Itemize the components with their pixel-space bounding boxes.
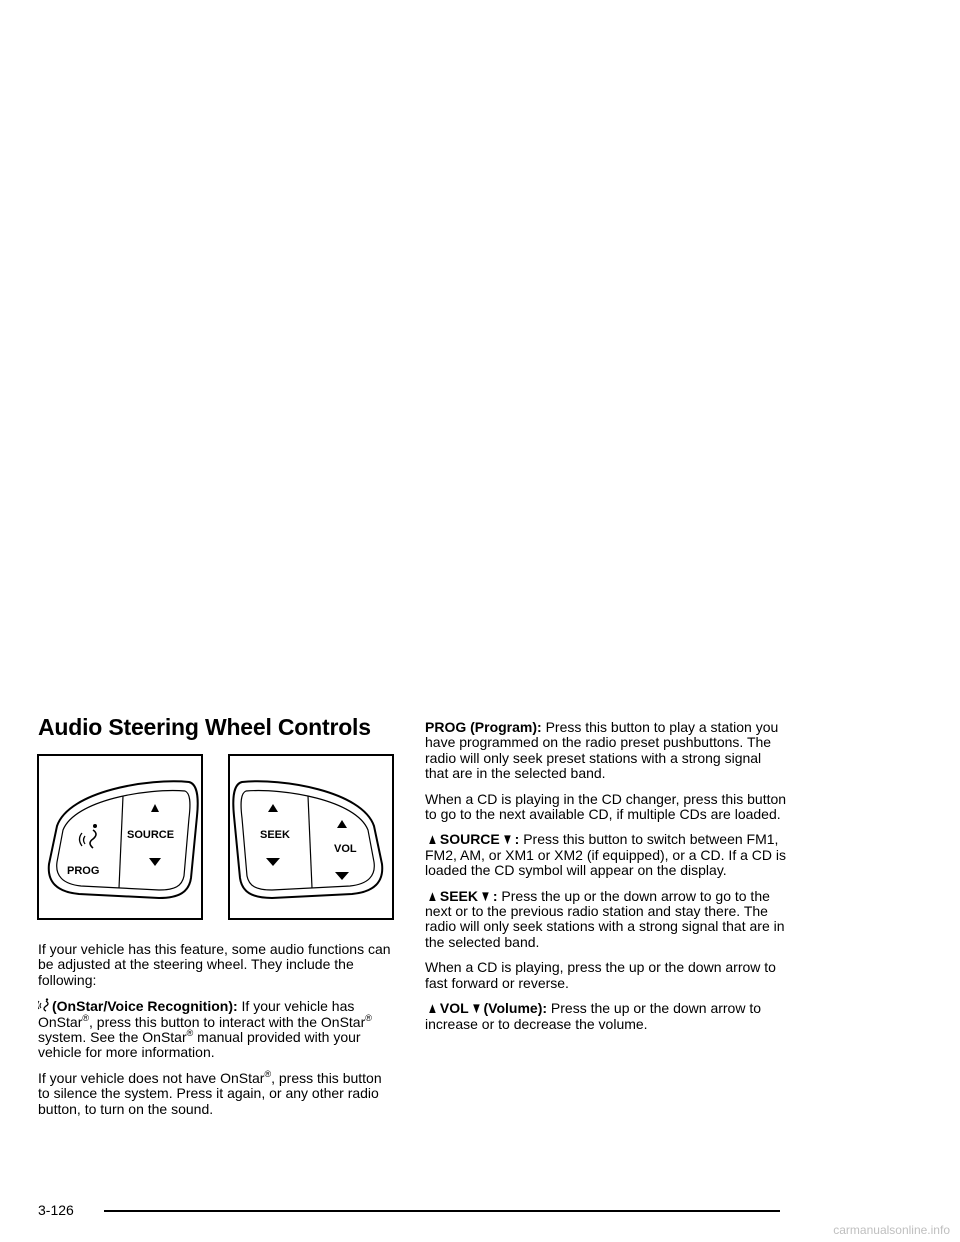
source-paragraph bbox=[425, 832, 787, 878]
volume-paragraph bbox=[425, 1001, 787, 1032]
up-arrow-icon: ▲ bbox=[426, 831, 439, 849]
vol-up-arrow-icon bbox=[337, 820, 347, 828]
page-title: Audio Steering Wheel Controls bbox=[38, 714, 371, 740]
intro-paragraph: If your vehicle has this feature, some audio functions can be adjusted at the steering wheel. They include the following: bbox=[38, 941, 391, 988]
page-number: 3-126 bbox=[38, 1202, 74, 1218]
onstar-text-part-4: manual provided with your vehicle for more information. bbox=[38, 1029, 361, 1061]
no-onstar-paragraph bbox=[38, 1068, 394, 1117]
down-arrow-icon: ▼ bbox=[470, 1000, 482, 1018]
watermark: carmanualsonline.info bbox=[833, 1223, 950, 1237]
source-up-arrow-icon bbox=[151, 804, 159, 812]
up-arrow-icon: ▲ bbox=[426, 1000, 439, 1018]
vol-down-arrow-icon bbox=[335, 872, 349, 880]
prog-text: Press this button to play a station you have programmed on the radio preset pushbuttons. The radio will only seek preset stations with a strong signal that are in the selected band. bbox=[425, 719, 779, 782]
vol-suffix: (Volume): bbox=[483, 1000, 548, 1017]
source-down-arrow-icon bbox=[149, 858, 161, 866]
right-column bbox=[425, 720, 787, 1042]
down-arrow-icon: ▼ bbox=[501, 831, 513, 849]
no-onstar-text-part-1: If your vehicle does not have OnStar bbox=[38, 1069, 265, 1086]
registered-mark: ® bbox=[264, 1068, 272, 1079]
source-label: SOURCE bbox=[127, 829, 175, 841]
onstar-voice-icon bbox=[38, 998, 52, 1012]
registered-mark: ® bbox=[365, 1012, 372, 1023]
onstar-text-part-2: , press this button to interact with the OnStar bbox=[89, 1013, 366, 1030]
source-colon: : bbox=[514, 831, 520, 848]
left-column bbox=[38, 942, 394, 1127]
vol-text: Press the up or the down arrow to increase or to decrease the volume. bbox=[425, 1000, 762, 1032]
prog-paragraph bbox=[425, 720, 787, 782]
left-control-pad-illustration bbox=[39, 756, 201, 918]
source-title: SOURCE bbox=[439, 831, 500, 848]
right-control-pad-illustration bbox=[230, 756, 392, 918]
prog-title: PROG (Program): bbox=[425, 719, 542, 735]
vol-title: VOL bbox=[439, 1000, 469, 1017]
left-control-pad-figure bbox=[37, 754, 203, 920]
footer-rule bbox=[104, 1210, 780, 1212]
registered-mark: ® bbox=[186, 1028, 194, 1039]
seek-down-arrow-icon bbox=[266, 858, 280, 866]
seek-up-arrow-icon bbox=[268, 804, 278, 812]
onstar-text-part-3: system. See the OnStar bbox=[38, 1029, 187, 1046]
onstar-voice-icon bbox=[80, 824, 98, 848]
seek-label: SEEK bbox=[260, 829, 290, 841]
down-arrow-icon: ▼ bbox=[479, 887, 491, 905]
source-text: Press this button to switch between FM1, FM2, AM, or XM1 or XM2 (if equipped), or a CD. If a CD is loaded the CD symbol will appear on the display. bbox=[425, 831, 786, 879]
right-control-pad-figure bbox=[228, 754, 394, 920]
seek-paragraph bbox=[425, 889, 787, 951]
prog-label: PROG bbox=[67, 865, 100, 877]
seek-colon: : bbox=[492, 887, 498, 904]
onstar-paragraph bbox=[38, 998, 394, 1061]
onstar-title: (OnStar/Voice Recognition): bbox=[52, 998, 238, 1015]
onstar-text-part-1: If your vehicle has OnStar bbox=[38, 998, 355, 1030]
vol-label: VOL bbox=[334, 843, 357, 855]
seek-cd-paragraph: When a CD is playing, press the up or the down arrow to fast forward or reverse. bbox=[425, 959, 776, 991]
cd-changer-paragraph: When a CD is playing in the CD changer, press this button to go to the next available CD, if multiple CDs are loaded. bbox=[425, 790, 787, 823]
seek-text: Press the up or the down arrow to go to the next or to the previous radio station and stay there. The radio will only seek stations with a strong signal that are in the selected band. bbox=[425, 887, 785, 950]
no-onstar-text-part-2: , press this button to silence the system. Press it again, or any other radio button, to turn on the sound. bbox=[38, 1069, 382, 1117]
up-arrow-icon: ▲ bbox=[426, 887, 439, 905]
registered-mark: ® bbox=[82, 1012, 89, 1023]
seek-title: SEEK bbox=[439, 887, 478, 904]
